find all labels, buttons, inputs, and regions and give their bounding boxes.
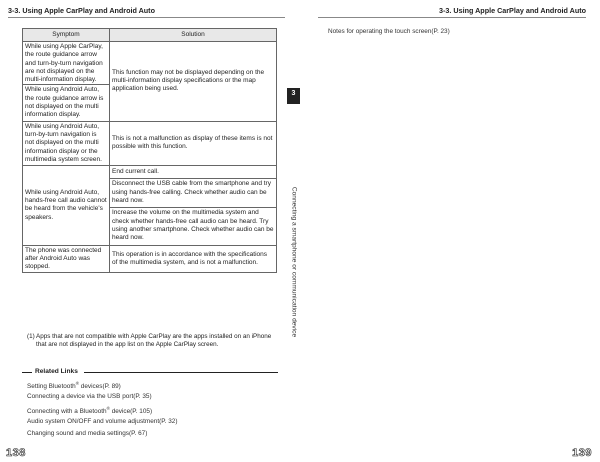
symptom-solution-table (22, 28, 277, 273)
right-page (300, 0, 600, 462)
chapter-tab-number: 3 (291, 90, 296, 97)
chapter-tab-text: Connecting a smartphone or communication device (290, 186, 298, 338)
footnote (27, 333, 272, 348)
solution-text: Increase the volume on the multimedia system and check whether hands-free call audio can be heard. Try using another smartphone. Check whether audio can be heard now. (110, 207, 276, 244)
solution-text: End current call. (112, 168, 159, 176)
symptom-cell (23, 121, 110, 165)
related-link-bluetooth-settings[interactable]: Setting Bluetooth® devices(P. 89) (27, 381, 121, 391)
table-row (23, 166, 277, 245)
symptom-cell (23, 42, 110, 122)
solution-text: This is not a malfunction as display of these items is not possible with this function. (112, 135, 273, 151)
solution-cell (110, 166, 277, 245)
related-links-rule-left (22, 372, 32, 373)
touch-screen-notes-link[interactable]: Notes for operating the touch screen(P. 23) (328, 28, 450, 35)
symptom-text: While using Android Auto, hands-free call audio cannot be heard from the vehicle's speakers. (25, 188, 107, 221)
table-row (23, 121, 277, 165)
chapter-tab[interactable] (287, 88, 300, 104)
related-link-usb-port[interactable]: Connecting a device via the USB port(P. 35) (27, 392, 152, 400)
table-row (23, 42, 277, 122)
related-link-sound-media-settings[interactable]: Changing sound and media settings(P. 67) (27, 430, 148, 437)
right-page-header: 3-3. Using Apple CarPlay and Android Auto (439, 6, 586, 15)
header-rule (318, 17, 586, 18)
symptom-text: While using Android Auto, turn-by-turn navigation is not displayed on the multi information display or the multimedia system screen. (25, 122, 102, 163)
solution-cell (110, 121, 277, 165)
footnote-text: Apps that are not compatible with Apple CarPlay are the apps installed on an iPhone that are not displayed in the app list on the Apple CarPlay screen. (36, 333, 272, 348)
symptom-cell (23, 245, 110, 273)
footnote-marker: (1) (27, 333, 35, 340)
page-number-left: 138 (6, 447, 26, 459)
solution-text: This operation is in accordance with the specifications of the multimedia system, and is not a malfunction. (112, 250, 267, 266)
header-rule (8, 17, 285, 18)
solution-cell (110, 42, 277, 122)
table-header-row (23, 29, 277, 42)
related-links-list (27, 378, 177, 441)
related-link-bluetooth-device[interactable]: Connecting with a Bluetooth® device(P. 105) (27, 406, 153, 416)
solution-text: This function may not be displayed depending on the multi-information display specifications or the map application being used. (112, 68, 265, 93)
related-links-title: Related Links (35, 368, 78, 375)
solution-cell (110, 245, 277, 273)
solution-text: Disconnect the USB cable from the smartphone and try using hands-free calling. Check whether audio can be heard now. (110, 178, 276, 207)
symptom-cell (23, 166, 110, 245)
symptom-text: The phone was connected after Android Auto was stopped. (25, 246, 102, 271)
symptom-text: While using Apple CarPlay, the route guidance arrow and turn-by-turn navigation are not displayed on the multi-information display. (25, 43, 103, 84)
symptom-header: Symptom (23, 29, 110, 42)
symptom-text: While using Android Auto, the route guidance arrow is not displayed on the multi information display. (23, 84, 109, 119)
related-links-header (22, 368, 278, 378)
page-number-right: 139 (572, 447, 592, 459)
related-link-audio-volume[interactable]: Audio system ON/OFF and volume adjustment(P. 32) (27, 417, 178, 425)
left-page-header: 3-3. Using Apple CarPlay and Android Auto (8, 6, 155, 15)
related-links-rule-right (84, 372, 278, 373)
table-row (23, 245, 277, 273)
solution-header: Solution (110, 29, 277, 42)
